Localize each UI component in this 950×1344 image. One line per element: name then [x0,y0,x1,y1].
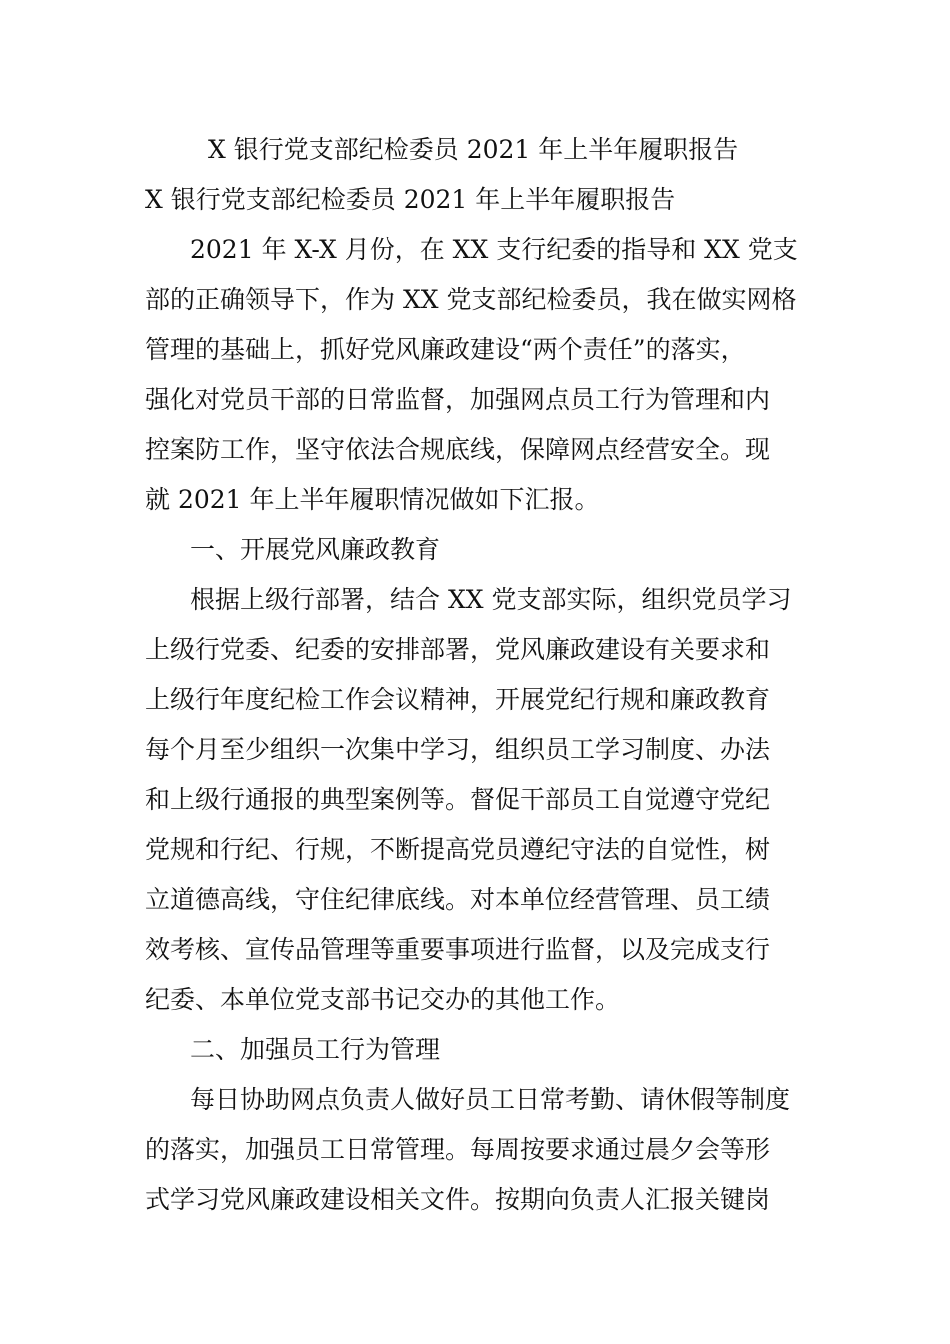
paragraph-line-11: 和上级行通报的典型案例等。督促干部员工自觉遵守党纪 [145,785,771,814]
paragraph-line-18: 式学习党风廉政建设相关文件。按期向负责人汇报关键岗 [145,1185,771,1214]
section-heading-1: 一、开展党风廉政教育 [190,535,441,564]
paragraph-line-10: 每个月至少组织一次集中学习，组织员工学习制度、办法 [145,735,771,764]
paragraph-line-4: 强化对党员干部的日常监督，加强网点员工行为管理和内 [145,385,771,414]
paragraph-line-9: 上级行年度纪检工作会议精神，开展党纪行规和廉政教育 [145,685,771,714]
paragraph-line-12: 党规和行纪、行规，不断提高党员遵纪守法的自觉性，树 [145,835,771,864]
paragraph-line-14: 效考核、宣传品管理等重要事项进行监督，以及完成支行 [145,935,771,964]
paragraph-line-7: 根据上级行部署，结合 XX 党支部实际，组织党员学习 [190,585,792,614]
document-title: X 银行党支部纪检委员 2021 年上半年履职报告 [208,135,739,164]
paragraph-line-1: 2021 年 X-X 月份，在 XX 支行纪委的指导和 XX 党支 [190,235,798,264]
paragraph-line-17: 的落实，加强员工日常管理。每周按要求通过晨夕会等形 [145,1135,771,1164]
paragraph-line-8: 上级行党委、纪委的安排部署，党风廉政建设有关要求和 [145,635,771,664]
section-heading-2: 二、加强员工行为管理 [190,1035,441,1064]
document-subtitle: X 银行党支部纪检委员 2021 年上半年履职报告 [145,185,676,214]
paragraph-line-3: 管理的基础上，抓好党风廉政建设“两个责任”的落实， [145,335,746,364]
paragraph-line-6: 就 2021 年上半年履职情况做如下汇报。 [145,485,600,514]
paragraph-line-2: 部的正确领导下，作为 XX 党支部纪检委员，我在做实网格 [145,285,797,314]
paragraph-line-5: 控案防工作，坚守依法合规底线，保障网点经营安全。现 [145,435,771,464]
paragraph-line-13: 立道德高线，守住纪律底线。对本单位经营管理、员工绩 [145,885,771,914]
paragraph-line-15: 纪委、本单位党支部书记交办的其他工作。 [145,985,621,1014]
paragraph-line-16: 每日协助网点负责人做好员工日常考勤、请休假等制度 [190,1085,791,1114]
